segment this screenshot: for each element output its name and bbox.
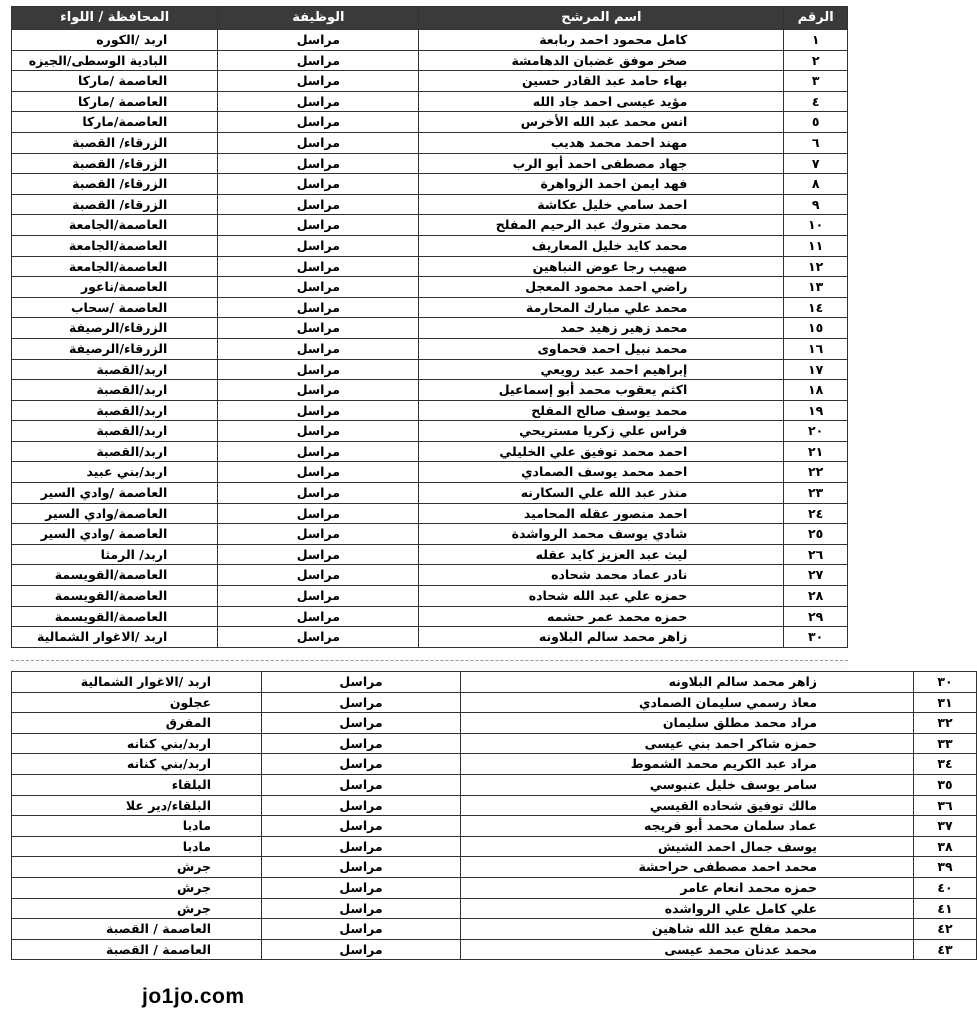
table-row [12, 795, 977, 816]
job-title: مراسل [218, 318, 419, 339]
row-number: ٣٠ [914, 672, 977, 693]
candidate-name: محمد نبيل احمد فحماوى [419, 338, 784, 359]
table-row [12, 112, 848, 133]
job-title: مراسل [218, 483, 419, 504]
governorate-district: العاصمة/القويسمة [12, 586, 218, 607]
job-title: مراسل [262, 836, 461, 857]
table-row [12, 898, 977, 919]
candidate-name: محمد احمد مصطفى حراحشة [461, 857, 914, 878]
governorate-district: العاصمة /وادي السير [12, 483, 218, 504]
row-number: ٨ [784, 174, 848, 195]
table-row [12, 132, 848, 153]
table-row [12, 672, 977, 693]
table-row [12, 194, 848, 215]
job-title: مراسل [218, 50, 419, 71]
candidate-name: سامر يوسف خليل عنبوسي [461, 774, 914, 795]
governorate-district: العاصمة / القصبة [12, 939, 262, 960]
row-number: ١٨ [784, 380, 848, 401]
page-break-strip [11, 660, 848, 671]
governorate-district: اربد/القصبة [12, 380, 218, 401]
job-title: مراسل [262, 795, 461, 816]
job-title: مراسل [218, 359, 419, 380]
table-row [12, 441, 848, 462]
candidate-name: محمد زهير زهيد حمد [419, 318, 784, 339]
governorate-district: البلقاء/دير علا [12, 795, 262, 816]
candidates-table-part2 [11, 671, 977, 960]
table-row [12, 692, 977, 713]
candidate-name: نادر عماد محمد شحاده [419, 565, 784, 586]
job-title: مراسل [218, 112, 419, 133]
table-row [12, 857, 977, 878]
candidate-name: صخر موفق غضبان الدهامشة [419, 50, 784, 71]
candidate-name: بهاء حامد عبد القادر حسين [419, 71, 784, 92]
candidate-name: محمد متروك عبد الرحيم المفلح [419, 215, 784, 236]
table-row [12, 174, 848, 195]
candidate-name: صهيب رجا عوض النباهين [419, 256, 784, 277]
governorate-district: الزرقاء/ القصبة [12, 174, 218, 195]
candidate-name: جهاد مصطفى احمد أبو الرب [419, 153, 784, 174]
job-title: مراسل [218, 71, 419, 92]
candidate-name: احمد منصور عقله المحاميد [419, 503, 784, 524]
row-number: ٢٢ [784, 462, 848, 483]
job-title: مراسل [262, 713, 461, 734]
governorate-district: الزرقاء/الرصيفة [12, 338, 218, 359]
row-number: ٢ [784, 50, 848, 71]
candidate-name: مراد محمد مطلق سليمان [461, 713, 914, 734]
governorate-district: العاصمة/ناعور [12, 277, 218, 298]
row-number: ٢٧ [784, 565, 848, 586]
candidate-name: معاذ رسمي سليمان الصمادي [461, 692, 914, 713]
table-row [12, 50, 848, 71]
governorate-district: العاصمة/وادي السير [12, 503, 218, 524]
row-number: ٣٣ [914, 733, 977, 754]
governorate-district: اربد/بني كنانه [12, 733, 262, 754]
table-row [12, 256, 848, 277]
candidate-name: شادي يوسف محمد الرواشدة [419, 524, 784, 545]
row-number: ٣٠ [784, 627, 848, 648]
header-location: المحافظة / اللواء [12, 7, 218, 30]
governorate-district: اربد/القصبة [12, 359, 218, 380]
row-number: ١٦ [784, 338, 848, 359]
governorate-district: جرش [12, 898, 262, 919]
job-title: مراسل [218, 338, 419, 359]
job-title: مراسل [262, 774, 461, 795]
candidate-name: محمد يوسف صالح المفلح [419, 400, 784, 421]
governorate-district: المفرق [12, 713, 262, 734]
governorate-district: العاصمة/ماركا [12, 112, 218, 133]
governorate-district: الزرقاء/ القصبة [12, 153, 218, 174]
table-row [12, 816, 977, 837]
row-number: ٣٤ [914, 754, 977, 775]
candidate-name: محمد علي مبارك المحارمة [419, 297, 784, 318]
governorate-district: الزرقاء/الرصيفة [12, 318, 218, 339]
table-row [12, 30, 848, 51]
candidate-name: مالك توفيق شحاده القيسي [461, 795, 914, 816]
table-row [12, 400, 848, 421]
governorate-district: الزرقاء/ القصبة [12, 194, 218, 215]
row-number: ١ [784, 30, 848, 51]
governorate-district: اربد /الاغوار الشمالية [12, 627, 218, 648]
governorate-district: العاصمة /سحاب [12, 297, 218, 318]
row-number: ٤٢ [914, 919, 977, 940]
table-row [12, 503, 848, 524]
table-row [12, 713, 977, 734]
row-number: ٢٤ [784, 503, 848, 524]
candidate-name: زاهر محمد سالم البلاونه [461, 672, 914, 693]
row-number: ٢١ [784, 441, 848, 462]
table-header-row [12, 7, 848, 30]
governorate-district: اربد/القصبة [12, 421, 218, 442]
row-number: ٣١ [914, 692, 977, 713]
header-candidate-name: اسم المرشح [419, 7, 784, 30]
governorate-district: العاصمة/القويسمة [12, 565, 218, 586]
candidate-name: مراد عبد الكريم محمد الشموط [461, 754, 914, 775]
table-row [12, 524, 848, 545]
row-number: ٣٦ [914, 795, 977, 816]
table-row [12, 606, 848, 627]
table-row [12, 338, 848, 359]
table-row [12, 359, 848, 380]
table-row [12, 877, 977, 898]
candidate-name: فهد ايمن احمد الزواهرة [419, 174, 784, 195]
candidate-name: محمد مفلح عبد الله شاهين [461, 919, 914, 940]
candidate-name: انس محمد عبد الله الأخرس [419, 112, 784, 133]
governorate-district: اربد/القصبة [12, 400, 218, 421]
table-row [12, 297, 848, 318]
table-row [12, 733, 977, 754]
governorate-district: العاصمة / القصبة [12, 919, 262, 940]
governorate-district: اربد /الكوره [12, 30, 218, 51]
job-title: مراسل [218, 503, 419, 524]
candidate-name: مهند احمد محمد هديب [419, 132, 784, 153]
job-title: مراسل [218, 441, 419, 462]
job-title: مراسل [218, 380, 419, 401]
row-number: ٣٥ [914, 774, 977, 795]
job-title: مراسل [262, 754, 461, 775]
candidate-name: احمد سامي خليل عكاشة [419, 194, 784, 215]
job-title: مراسل [218, 544, 419, 565]
governorate-district: العاصمة/القويسمة [12, 606, 218, 627]
governorate-district: العاصمة/الجامعة [12, 235, 218, 256]
governorate-district: مادبا [12, 836, 262, 857]
table-row [12, 919, 977, 940]
governorate-district: البادية الوسطى/الجيزه [12, 50, 218, 71]
header-job: الوظيفة [218, 7, 419, 30]
header-number: الرقم [784, 7, 848, 30]
job-title: مراسل [218, 606, 419, 627]
job-title: مراسل [218, 586, 419, 607]
candidate-name: كامل محمود احمد ربابعة [419, 30, 784, 51]
candidate-name: اكثم يعقوب محمد أبو إسماعيل [419, 380, 784, 401]
job-title: مراسل [262, 816, 461, 837]
candidate-name: منذر عبد الله علي السكارنه [419, 483, 784, 504]
row-number: ٣٩ [914, 857, 977, 878]
job-title: مراسل [218, 297, 419, 318]
job-title: مراسل [218, 132, 419, 153]
row-number: ٢٣ [784, 483, 848, 504]
governorate-district: اربد/ الرمثا [12, 544, 218, 565]
governorate-district: العاصمة/الجامعة [12, 256, 218, 277]
job-title: مراسل [262, 733, 461, 754]
table-row [12, 71, 848, 92]
row-number: ١٥ [784, 318, 848, 339]
row-number: ٥ [784, 112, 848, 133]
table-row [12, 153, 848, 174]
job-title: مراسل [218, 30, 419, 51]
job-title: مراسل [218, 462, 419, 483]
table-row [12, 939, 977, 960]
governorate-district: اربد/القصبة [12, 441, 218, 462]
governorate-district: العاصمة /ماركا [12, 91, 218, 112]
candidate-name: عماد سلمان محمد أبو فريجه [461, 816, 914, 837]
job-title: مراسل [218, 235, 419, 256]
row-number: ٧ [784, 153, 848, 174]
row-number: ١٢ [784, 256, 848, 277]
row-number: ٤ [784, 91, 848, 112]
job-title: مراسل [262, 857, 461, 878]
row-number: ١٤ [784, 297, 848, 318]
row-number: ٣ [784, 71, 848, 92]
table-row [12, 565, 848, 586]
table-row [12, 586, 848, 607]
job-title: مراسل [262, 672, 461, 693]
job-title: مراسل [218, 194, 419, 215]
governorate-district: عجلون [12, 692, 262, 713]
job-title: مراسل [218, 627, 419, 648]
table-row [12, 836, 977, 857]
candidate-name: حمزه محمد انعام عامر [461, 877, 914, 898]
job-title: مراسل [218, 215, 419, 236]
row-number: ٤١ [914, 898, 977, 919]
governorate-district: العاصمة /ماركا [12, 71, 218, 92]
job-title: مراسل [218, 91, 419, 112]
job-title: مراسل [218, 524, 419, 545]
site-watermark: jo1jo.com [142, 985, 245, 1008]
candidate-name: يوسف جمال احمد الشيش [461, 836, 914, 857]
row-number: ١٩ [784, 400, 848, 421]
table-row [12, 277, 848, 298]
row-number: ٣٨ [914, 836, 977, 857]
candidate-name: إبراهيم احمد عبد رويعي [419, 359, 784, 380]
candidate-name: احمد محمد يوسف الصمادي [419, 462, 784, 483]
row-number: ٤٣ [914, 939, 977, 960]
candidate-name: علي كامل علي الرواشده [461, 898, 914, 919]
table-row [12, 627, 848, 648]
table-row [12, 91, 848, 112]
job-title: مراسل [218, 153, 419, 174]
table-row [12, 380, 848, 401]
governorate-district: الزرقاء/ القصبة [12, 132, 218, 153]
table-row [12, 774, 977, 795]
job-title: مراسل [262, 898, 461, 919]
row-number: ١٠ [784, 215, 848, 236]
candidate-name: حمزه علي عبد الله شحاده [419, 586, 784, 607]
row-number: ١١ [784, 235, 848, 256]
candidate-name: حمزه محمد عمر حشمه [419, 606, 784, 627]
table-row [12, 544, 848, 565]
job-title: مراسل [262, 877, 461, 898]
job-title: مراسل [218, 565, 419, 586]
candidate-name: مؤيد عيسى احمد جاد الله [419, 91, 784, 112]
candidates-table-part1 [11, 6, 848, 648]
candidate-name: احمد محمد توفيق علي الخليلي [419, 441, 784, 462]
row-number: ٣٢ [914, 713, 977, 734]
table-row [12, 754, 977, 775]
row-number: ٤٠ [914, 877, 977, 898]
row-number: ١٣ [784, 277, 848, 298]
table-row [12, 235, 848, 256]
job-title: مراسل [218, 277, 419, 298]
governorate-district: جرش [12, 877, 262, 898]
job-title: مراسل [218, 400, 419, 421]
governorate-district: العاصمة /وادي السير [12, 524, 218, 545]
governorate-district: مادبا [12, 816, 262, 837]
job-title: مراسل [262, 919, 461, 940]
governorate-district: اربد/بني عبيد [12, 462, 218, 483]
governorate-district: العاصمة/الجامعة [12, 215, 218, 236]
row-number: ٢٥ [784, 524, 848, 545]
governorate-district: جرش [12, 857, 262, 878]
governorate-district: اربد/بني كنانه [12, 754, 262, 775]
job-title: مراسل [262, 939, 461, 960]
row-number: ٣٧ [914, 816, 977, 837]
job-title: مراسل [218, 256, 419, 277]
candidate-name: فراس علي زكريا مستريحي [419, 421, 784, 442]
table-row [12, 462, 848, 483]
governorate-district: اربد /الاغوار الشمالية [12, 672, 262, 693]
candidate-name: ليث عبد العزيز كايد عقله [419, 544, 784, 565]
row-number: ١٧ [784, 359, 848, 380]
governorate-district: البلقاء [12, 774, 262, 795]
job-title: مراسل [218, 174, 419, 195]
row-number: ٢٨ [784, 586, 848, 607]
table-row [12, 483, 848, 504]
row-number: ٩ [784, 194, 848, 215]
table-row [12, 318, 848, 339]
job-title: مراسل [218, 421, 419, 442]
job-title: مراسل [262, 692, 461, 713]
row-number: ٢٩ [784, 606, 848, 627]
table-row [12, 215, 848, 236]
row-number: ٦ [784, 132, 848, 153]
candidate-name: زاهر محمد سالم البلاونه [419, 627, 784, 648]
candidate-name: راضي احمد محمود المعجل [419, 277, 784, 298]
candidate-name: حمزه شاكر احمد بني عيسى [461, 733, 914, 754]
row-number: ٢٦ [784, 544, 848, 565]
row-number: ٢٠ [784, 421, 848, 442]
candidate-name: محمد عدنان محمد عيسى [461, 939, 914, 960]
table-row [12, 421, 848, 442]
candidate-name: محمد كايد خليل المعاريف [419, 235, 784, 256]
